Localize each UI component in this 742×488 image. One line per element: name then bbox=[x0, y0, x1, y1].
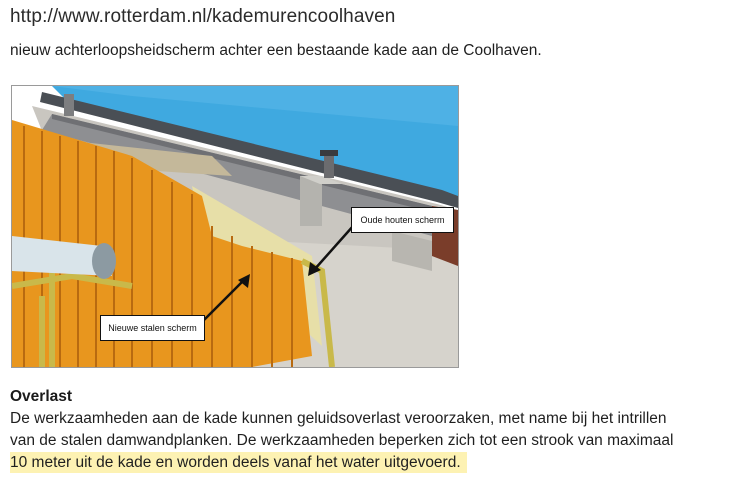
paragraph-line-highlighted bbox=[10, 452, 738, 474]
quay-wall-illustration bbox=[11, 85, 459, 368]
intro-text: nieuw achterloopsheidscherm achter een bestaande kade aan de Coolhaven. bbox=[10, 42, 542, 59]
paragraph-line: van de stalen damwandplanken. De werkzaamheden beperken zich tot een strook van maximaal bbox=[10, 432, 674, 449]
callout-new-steel-screen: Nieuwe stalen scherm bbox=[100, 315, 205, 341]
source-url: http://www.rotterdam.nl/kademurencoolhaven bbox=[10, 6, 396, 27]
section-paragraph bbox=[10, 408, 738, 474]
section-heading: Overlast bbox=[10, 388, 73, 405]
highlighted-text: 10 meter uit de kade en worden deels vanaf het water uitgevoerd. bbox=[10, 452, 467, 473]
callout-old-wooden-screen: Oude houten scherm bbox=[351, 207, 454, 233]
paragraph-line: De werkzaamheden aan de kade kunnen geluidsoverlast veroorzaken, met name bij het intrillen bbox=[10, 410, 667, 427]
